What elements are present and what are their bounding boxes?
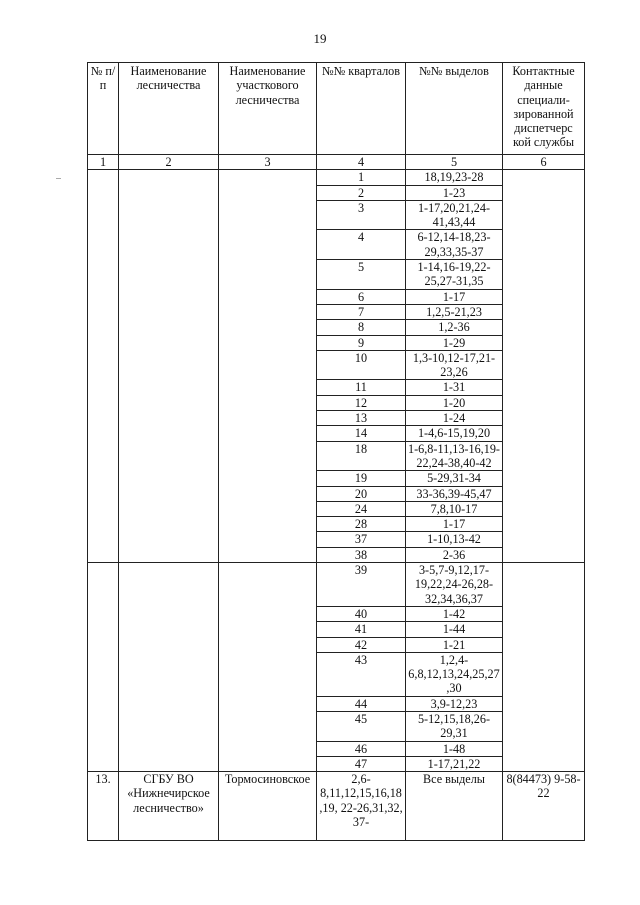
plot-numbers: 2-36 xyxy=(406,547,503,562)
contact-cell xyxy=(503,170,585,563)
quarter-number: 19 xyxy=(317,471,406,486)
plot-numbers: 1-24 xyxy=(406,411,503,426)
plot-numbers: 5-12,15,18,26-29,31 xyxy=(406,711,503,741)
column-number: 4 xyxy=(317,155,406,170)
quarter-number: 13 xyxy=(317,411,406,426)
quarter-number: 20 xyxy=(317,486,406,501)
quarter-number: 5 xyxy=(317,260,406,290)
plot-numbers: 1-14,16-19,22-25,27-31,35 xyxy=(406,260,503,290)
plots-list: Все выделы xyxy=(406,772,503,841)
plot-numbers: 1-20 xyxy=(406,395,503,410)
quarter-number: 37 xyxy=(317,532,406,547)
district-cell xyxy=(219,170,317,563)
quarter-number: 9 xyxy=(317,335,406,350)
quarter-number: 41 xyxy=(317,622,406,637)
quarter-number: 14 xyxy=(317,426,406,441)
quarters-list: 2,6-8,11,12,15,16,18,19, 22-26,31,32, 37- xyxy=(317,772,406,841)
column-number: 3 xyxy=(219,155,317,170)
plot-numbers: 1-44 xyxy=(406,622,503,637)
plot-numbers: 1-42 xyxy=(406,606,503,621)
header-quarters: №№ кварталов xyxy=(317,63,406,155)
plot-numbers: 7,8,10-17 xyxy=(406,501,503,516)
header-number: № п/п xyxy=(88,63,119,155)
plot-numbers: 1,3-10,12-17,21-23,26 xyxy=(406,350,503,380)
plot-numbers: 1-21 xyxy=(406,637,503,652)
quarter-number: 3 xyxy=(317,200,406,230)
plot-numbers: 1,2,4-6,8,12,13,24,25,27,30 xyxy=(406,652,503,696)
column-number: 2 xyxy=(119,155,219,170)
forestry-name: СГБУ ВО «Нижнечирское лесничество» xyxy=(119,772,219,841)
plot-numbers: 1-17,21,22 xyxy=(406,756,503,771)
plot-numbers: 1-48 xyxy=(406,741,503,756)
row-number-cell xyxy=(88,170,119,563)
quarter-number: 44 xyxy=(317,696,406,711)
quarter-number: 38 xyxy=(317,547,406,562)
forestry-table xyxy=(87,62,585,841)
table-row xyxy=(88,170,585,185)
plot-numbers: 6-12,14-18,23-29,33,35-37 xyxy=(406,230,503,260)
plot-numbers: 5-29,31-34 xyxy=(406,471,503,486)
plot-numbers: 1-4,6-15,19,20 xyxy=(406,426,503,441)
column-number: 5 xyxy=(406,155,503,170)
table-row xyxy=(88,563,585,607)
quarter-number: 2 xyxy=(317,185,406,200)
row-number: 13. xyxy=(88,772,119,841)
contact-cell xyxy=(503,563,585,772)
plot-numbers: 1-6,8-11,13-16,19-22,24-38,40-42 xyxy=(406,441,503,471)
district-cell xyxy=(219,563,317,772)
scan-mark xyxy=(56,178,61,179)
quarter-number: 10 xyxy=(317,350,406,380)
header-forestry: Наименование лесничества xyxy=(119,63,219,155)
quarter-number: 42 xyxy=(317,637,406,652)
plot-numbers: 1-29 xyxy=(406,335,503,350)
row-13-body xyxy=(88,772,585,841)
column-number: 1 xyxy=(88,155,119,170)
plot-numbers: 33-36,39-45,47 xyxy=(406,486,503,501)
quarter-number: 46 xyxy=(317,741,406,756)
contact-phone: 8(84473) 9-58-22 xyxy=(503,772,585,841)
group2-body xyxy=(88,563,585,772)
quarter-number: 12 xyxy=(317,395,406,410)
quarter-number: 47 xyxy=(317,756,406,771)
header-plots: №№ выделов xyxy=(406,63,503,155)
plot-numbers: 1-23 xyxy=(406,185,503,200)
table-row xyxy=(88,772,585,841)
plot-numbers: 3-5,7-9,12,17-19,22,24-26,28-32,34,36,37 xyxy=(406,563,503,607)
quarter-number: 43 xyxy=(317,652,406,696)
plot-numbers: 18,19,23-28 xyxy=(406,170,503,185)
plot-numbers: 1-17 xyxy=(406,289,503,304)
column-number-row xyxy=(88,155,585,170)
plot-numbers: 1-17 xyxy=(406,517,503,532)
plot-numbers: 1-31 xyxy=(406,380,503,395)
plot-numbers: 3,9-12,23 xyxy=(406,696,503,711)
plot-numbers: 1,2-36 xyxy=(406,320,503,335)
forestry-cell xyxy=(119,170,219,563)
quarter-number: 24 xyxy=(317,501,406,516)
quarter-number: 7 xyxy=(317,304,406,319)
quarter-number: 11 xyxy=(317,380,406,395)
quarter-number: 39 xyxy=(317,563,406,607)
header-contacts: Контактные данные специали-зированной диспетчерс кой службы xyxy=(503,63,585,155)
quarter-number: 18 xyxy=(317,441,406,471)
row-number-cell xyxy=(88,563,119,772)
quarter-number: 40 xyxy=(317,606,406,621)
plot-numbers: 1,2,5-21,23 xyxy=(406,304,503,319)
header-district: Наименование участкового лесничества xyxy=(219,63,317,155)
forestry-cell xyxy=(119,563,219,772)
district-name: Тормосиновское xyxy=(219,772,317,841)
quarter-number: 8 xyxy=(317,320,406,335)
quarter-number: 6 xyxy=(317,289,406,304)
quarter-number: 45 xyxy=(317,711,406,741)
page-number: 19 xyxy=(313,31,327,46)
quarter-number: 28 xyxy=(317,517,406,532)
header-row xyxy=(88,63,585,155)
quarter-number: 4 xyxy=(317,230,406,260)
plot-numbers: 1-10,13-42 xyxy=(406,532,503,547)
plot-numbers: 1-17,20,21,24-41,43,44 xyxy=(406,200,503,230)
quarter-number: 1 xyxy=(317,170,406,185)
column-number: 6 xyxy=(503,155,585,170)
group1-body xyxy=(88,170,585,563)
